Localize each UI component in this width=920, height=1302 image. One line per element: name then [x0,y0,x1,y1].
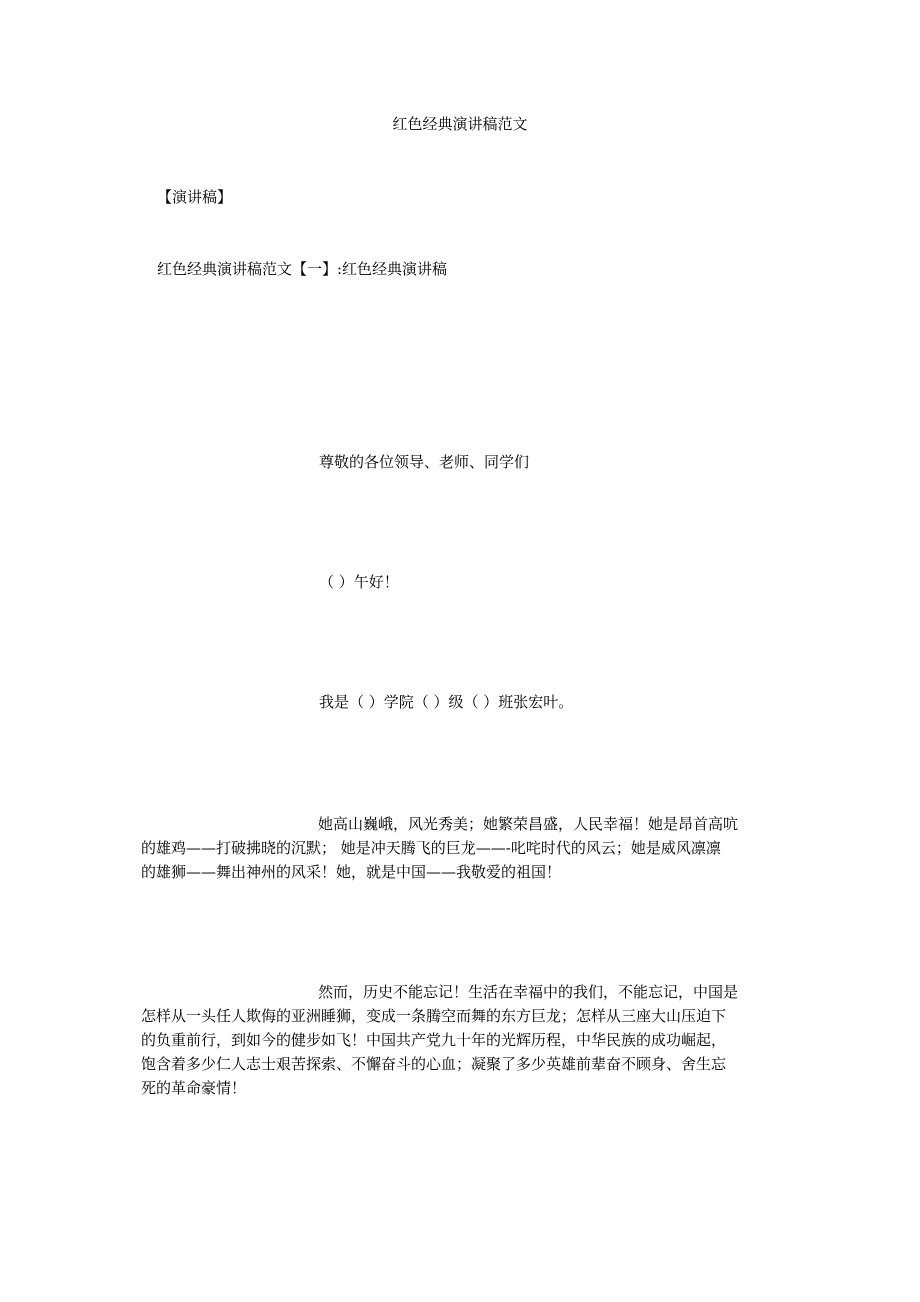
paragraph-line: 她高山巍峨，风光秀美；她繁荣昌盛，人民幸福！她是昂首高吭 [318,815,739,833]
paragraph-line: 死的革命豪情！ [141,1079,247,1097]
time-greeting: （ ）午好！ [319,573,399,591]
paragraph-history [141,980,781,1100]
paragraph-line: 的雄鸡——打破拂晓的沉默； 她是冲天腾飞的巨龙——-叱咤时代的风云；她是威风凛凛 [141,839,721,857]
paragraph-line: 的雄狮——舞出神州的风采！她，就是中国——我敬爱的祖国！ [141,863,562,881]
section-tag: 【演讲稿】 [157,188,233,206]
paragraph-line: 的负重前行，到如今的健步如飞！中国共产党九十年的光辉历程，中华民族的成功崛起， [141,1031,727,1049]
subheading: 红色经典演讲稿范文【一】:红色经典演讲稿 [157,260,448,278]
paragraph-line: 然而，历史不能忘记！生活在幸福中的我们，不能忘记，中国是 [318,983,739,1001]
salutation: 尊敬的各位领导、老师、同学们 [319,453,530,471]
paragraph-line: 怎样从一头任人欺侮的亚洲睡狮，变成一条腾空而舞的东方巨龙；怎样从三座大山压迫下 [141,1007,727,1025]
document-title: 红色经典演讲稿范文 [392,115,528,133]
self-introduction: 我是（ ）学院（ ）级（ ）班张宏叶。 [319,693,574,711]
paragraph-motherland [141,812,781,884]
paragraph-line: 饱含着多少仁人志士艰苦探索、不懈奋斗的心血；凝聚了多少英雄前辈奋不顾身、舍生忘 [141,1055,727,1073]
